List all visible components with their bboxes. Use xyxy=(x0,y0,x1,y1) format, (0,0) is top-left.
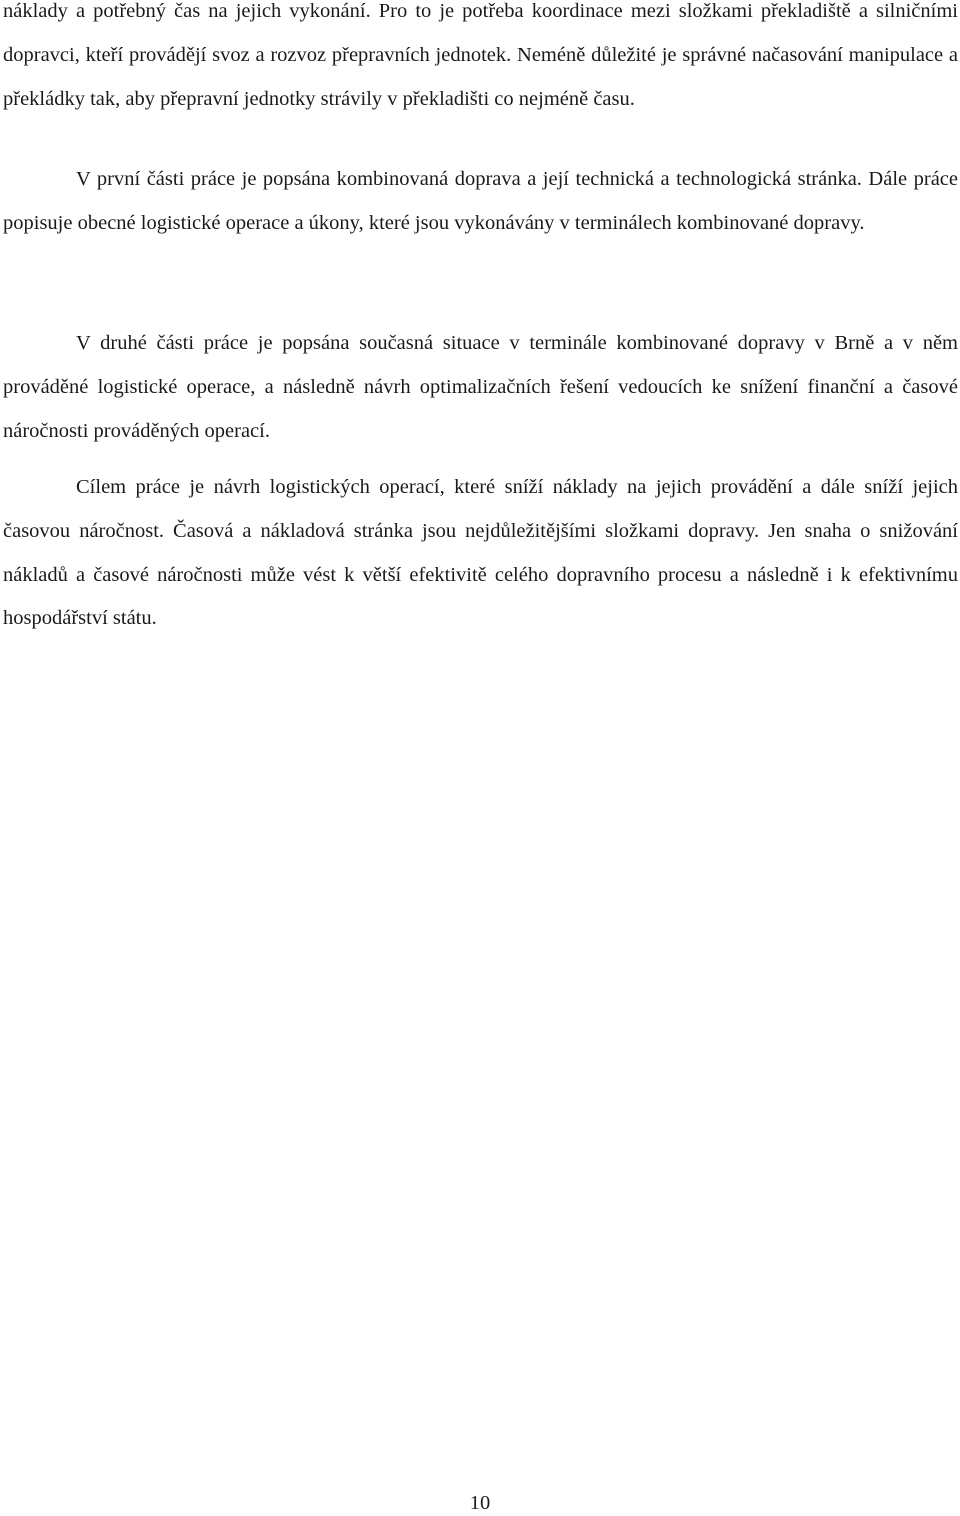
paragraph-continuation: náklady a potřebný čas na jejich vykonání. Pro to je potřeba koordinace mezi složkami překladiště a silničními dopravci, kteří provádějí svoz a rozvoz přepravních jednotek. Neméně důležité je správné načasování manipulace a překládky tak, aby přepravní jednotky strávily v překladišti co nejméně času. xyxy=(3,0,958,110)
paragraph-goal: Cílem práce je návrh logistických operací, které sníží náklady na jejich provádění a dále sníží jejich časovou náročnost. Časová a nákladová stránka jsou nejdůležitějšími složkami dopravy. Jen snaha o snižování nákladů a časové náročnosti může vést k větší efektivitě celého dopravního procesu a následně i k efektivnímu hospodářství státu. xyxy=(3,476,958,630)
page-number: 10 xyxy=(469,1492,491,1514)
paragraph-first-part: V první části práce je popsána kombinovaná doprava a její technická a technologická stránka. Dále práce popisuje obecné logistické operace a úkony, které jsou vykonávány v terminálech kombinované dopravy. xyxy=(3,168,958,234)
paragraph-second-part: V druhé části práce je popsána současná situace v terminále kombinované dopravy v Brně a v něm prováděné logistické operace, a následně návrh optimalizačních řešení vedoucích ke snížení finanční a časové náročnosti prováděných operací. xyxy=(3,332,958,442)
